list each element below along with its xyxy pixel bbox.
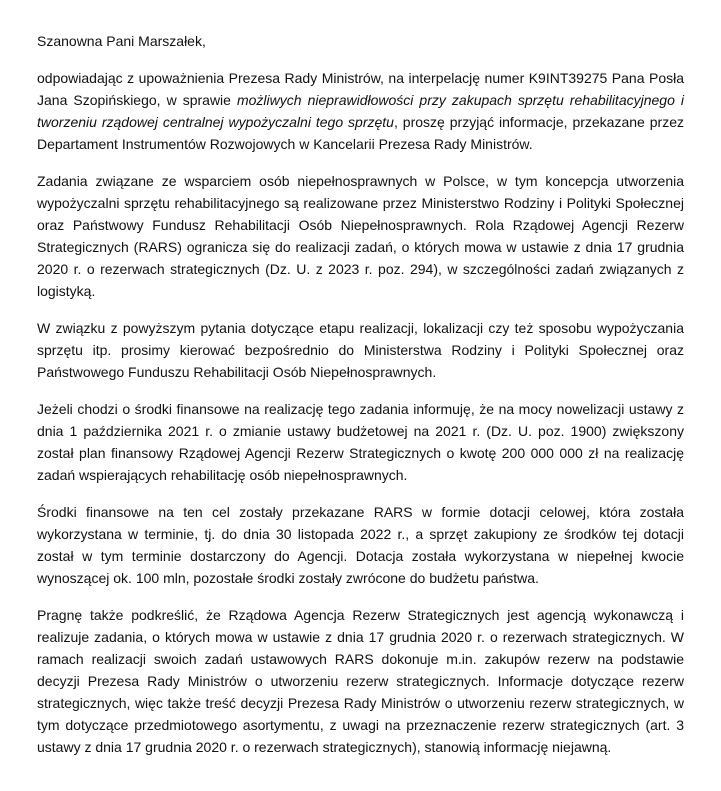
paragraph-grant-usage: Środki finansowe na ten cel zostały przekazane RARS w formie dotacji celowej, która została wykorzystana w terminie, tj. do dnia 30 listopada 2022 r., a sprzęt zakupiony ze środków tej dotacji został w tym terminie dostarczony do Agencji. Dotacja została wykorzystana w niepełnej kwocie wynoszącej ok. 100 mln, pozostałe środki zostały zwrócone do budżetu państwa. [37, 504, 684, 586]
salutation: Szanowna Pani Marszałek, [37, 33, 206, 49]
intro-paragraph [37, 67, 684, 155]
intro-text-italic-subject: możliwych nieprawidłowości przy zakupach sprzętu rehabilitacyjnego i tworzeniu rządowej centralnej wypożyczalni tego sprzętu [37, 92, 684, 130]
paragraph-classified-info: Pragnę także podkreślić, że Rządowa Agencja Rezerw Strategicznych jest agencją wykonawczą i realizuje zadania, o których mowa w ustawie z dnia 17 grudnia 2020 r. o rezerwach strategicznych. W ramach realizacji swoich zadań ustawowych RARS dokonuje m.in. zakupów rezerw na podstawie decyzji Prezesa Rady Ministrów o utworzeniu rezerw strategicznych. Informacje dotyczące rezerw strategicznych, więc także treść decyzji Prezesa Rady Ministrów o utworzeniu rezerw strategicznych, w tym dotyczące przedmiotowego asortymentu, z uwagi na przeznaczenie rezerw strategicznych (art. 3 ustawy z dnia 17 grudnia 2020 r. o rezerwach strategicznych), stanowią informację niejawną. [37, 607, 684, 755]
intro-text-normal-1: odpowiadając z upoważnienia Prezesa Rady Ministrów, na interpelację numer K9INT39275 Pana Posła Jana Szopińskiego, w sprawie [37, 70, 684, 108]
paragraph-redirect-questions: W związku z powyższym pytania dotyczące etapu realizacji, lokalizacji czy też sposobu wypożyczania sprzętu itp. prosimy kierować bezpośrednio do Ministerstwa Rodziny i Polityki Społecznej oraz Państwowego Funduszu Rehabilitacji Osób Niepełnosprawnych. [37, 320, 684, 380]
paragraph-financial-means: Jeżeli chodzi o środki finansowe na realizację tego zadania informuję, że na mocy nowelizacji ustawy z dnia 1 października 2021 r. o zmianie ustawy budżetowej na 2021 r. (Dz. U. poz. 1900) zwiększony został plan finansowy Rządowej Agencji Rezerw Strategicznych o kwotę 200 000 000 zł na realizację zadań wspierających rehabilitację osób niepełnosprawnych. [37, 401, 684, 483]
paragraph-tasks-support: Zadania związane ze wsparciem osób niepełnosprawnych w Polsce, w tym koncepcja utworzenia wypożyczalni sprzętu rehabilitacyjnego są realizowane przez Ministerstwo Rodziny i Polityki Społecznej oraz Państwowy Fundusz Rehabilitacji Osób Niepełnosprawnych. Rola Rządowej Agencji Rezerw Strategicznych (RARS) ogranicza się do realizacji zadań, o których mowa w ustawie z dnia 17 grudnia 2020 r. o rezerwach strategicznych (Dz. U. z 2023 r. poz. 294), w szczególności zadań związanych z logistyką. [37, 173, 684, 299]
intro-text-normal-2: , proszę przyjąć informacje, przekazane przez Departament Instrumentów Rozwojowych w Kancelarii Prezesa Rady Ministrów. [37, 114, 684, 152]
